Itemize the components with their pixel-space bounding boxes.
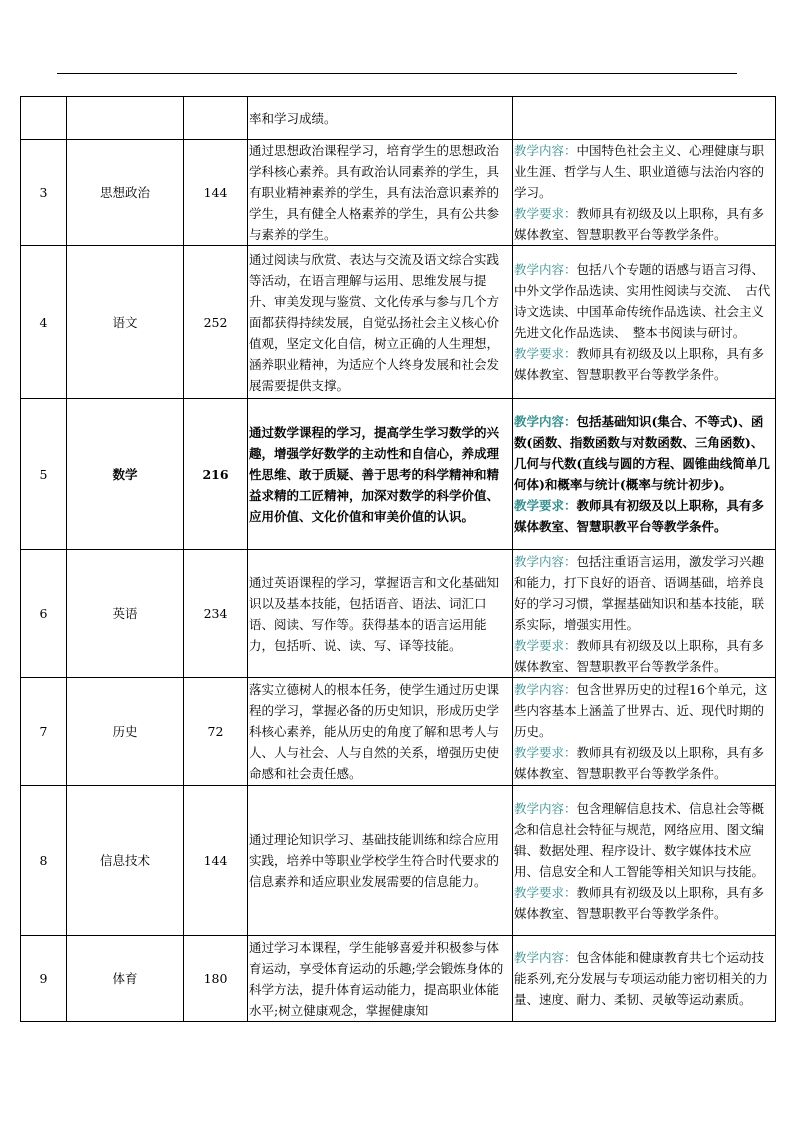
table-row <box>21 936 776 1022</box>
course-content <box>513 246 776 399</box>
course-content <box>513 550 776 678</box>
course-number: 4 <box>21 246 67 399</box>
course-goal <box>248 786 513 936</box>
requirement-paragraph <box>513 882 775 924</box>
goal-text: 通过理论知识学习、基础技能训练和综合应用实践，培养中等职业学校学生符合时代要求的信息素养和适应职业发展需要的信息能力。 <box>249 832 500 889</box>
content-label: 教学内容： <box>514 682 577 697</box>
requirement-paragraph <box>513 203 775 245</box>
course-number: 9 <box>21 936 67 1022</box>
content-label: 教学内容： <box>514 262 577 277</box>
content-label: 教学内容： <box>514 950 577 965</box>
requirement-text: 教师具有初级及以上职称，具有多媒体教室、智慧职教平台等教学条件。 <box>514 884 765 921</box>
course-name: 历史 <box>67 678 184 786</box>
course-name: 体育 <box>67 936 184 1022</box>
goal-text: 通过学习本课程，学生能够喜爱并积极参与体育运动，享受体育运动的乐趣;学会锻炼身体的科学方法，提升体育运动能力，提高职业体能水平;树立健康观念，掌握健康知 <box>249 939 504 1018</box>
course-number: 6 <box>21 550 67 678</box>
content-paragraph <box>513 947 775 1010</box>
course-hours: 216 <box>184 399 248 550</box>
content-text: 包含体能和健康教育共七个运动技能系列,充分发展与专项运动能力密切相关的力量、速度、耐力、柔韧、灵敏等运动素质。 <box>514 950 768 1007</box>
course-hours: 234 <box>184 550 248 678</box>
goal-text: 通过英语课程的学习，掌握语言和文化基础知识以及基本技能，包括语音、语法、词汇口语、阅读、写作等。获得基本的语言运用能力，包括听、说、读、写、译等技能。 <box>249 574 500 653</box>
goal-text: 通过阅读与欣赏、表达与交流及语文综合实践等活动，在语言理解与运用、思维发展与提升、审美发现与鉴赏、文化传承与参与几个方面都获得持续发展，自觉弘扬社会主义核心价值观，坚定文化自信，树立正确的人生理想，涵养职业精神，为适应个人终身发展和社会发展需要提供支撑。 <box>249 251 500 393</box>
table-row <box>21 678 776 786</box>
course-goal <box>248 140 513 246</box>
requirement-label: 教学要求： <box>514 498 577 513</box>
requirement-paragraph <box>513 495 775 537</box>
course-name: 信息技术 <box>67 786 184 936</box>
requirement-text: 教师具有初级及以上职称，具有多媒体教室、智慧职教平台等教学条件。 <box>514 745 765 781</box>
goal-text: 率和学习成绩。 <box>249 110 337 126</box>
requirement-label: 教学要求： <box>514 637 577 653</box>
course-content <box>513 140 776 246</box>
course-number: 5 <box>21 399 67 550</box>
content-text: 包含世界历史的过程16个单元，这些内容基本上涵盖了世界古、近、现代时期的历史。 <box>514 682 768 739</box>
content-paragraph <box>513 259 775 343</box>
course-hours: 252 <box>184 246 248 399</box>
content-paragraph <box>513 411 775 495</box>
course-name <box>67 97 184 140</box>
course-content <box>513 97 776 140</box>
course-hours: 144 <box>184 140 248 246</box>
content-label: 教学内容： <box>514 143 577 158</box>
course-name: 语文 <box>67 246 184 399</box>
course-number <box>21 97 67 140</box>
requirement-label: 教学要求： <box>514 745 577 760</box>
course-name: 数学 <box>67 399 184 550</box>
goal-text: 通过数学课程的学习，提高学生学习数学的兴趣，增强学好数学的主动性和自信心，养成理性思维、敢于质疑、善于思考的科学精神和精益求精的工匠精神，加深对数学的科学价值、应用价值、文化价值和审美价值的认识。 <box>249 424 500 524</box>
course-hours: 180 <box>184 936 248 1022</box>
content-label: 教学内容： <box>514 553 577 569</box>
course-goal <box>248 97 513 140</box>
content-label: 教学内容： <box>514 800 577 816</box>
course-content <box>513 786 776 936</box>
content-text: 包括八个专题的语感与语言习得、 中外文学作品选读、实用性阅读与交流、 古代诗文选读、中国革命传统作品选读、社会主义先进文化作品选读、 整本书阅读与研讨。 <box>514 262 771 340</box>
course-content <box>513 936 776 1022</box>
course-goal <box>248 399 513 550</box>
table-row <box>21 550 776 678</box>
content-label: 教学内容： <box>514 414 577 429</box>
goal-text: 通过思想政治课程学习，培育学生的思想政治学科核心素养。具有政治认同素养的学生，具有职业精神素养的学生，具有法治意识素养的学生，具有健全人格素养的学生，具有公共参与素养的学生。 <box>249 143 500 242</box>
requirement-text: 教师具有初级及以上职称，具有多媒体教室、智慧职教平台等教学条件。 <box>514 206 765 242</box>
course-content <box>513 678 776 786</box>
requirement-text: 教师具有初级及以上职称，具有多媒体教室、智慧职教平台等教学条件。 <box>514 637 765 674</box>
content-paragraph <box>513 140 775 203</box>
requirement-paragraph <box>513 343 775 385</box>
course-goal <box>248 936 513 1022</box>
requirement-label: 教学要求： <box>514 206 577 221</box>
content-text: 包括基础知识(集合、不等式)、函数(函数、指数函数与对数函数、三角函数)、几何与代数(直线与圆的方程、圆锥曲线简单几何体)和概率与统计(概率与统计初步)。 <box>514 414 770 492</box>
requirement-text: 教师具有初级及以上职称，具有多媒体教室、智慧职教平台等教学条件。 <box>514 346 765 382</box>
requirement-label: 教学要求： <box>514 884 577 900</box>
table-row <box>21 140 776 246</box>
course-goal <box>248 550 513 678</box>
content-paragraph <box>513 679 775 742</box>
content-paragraph <box>513 798 775 882</box>
course-name: 思想政治 <box>67 140 184 246</box>
table-row <box>21 786 776 936</box>
course-content <box>513 399 776 550</box>
table-row <box>21 97 776 140</box>
course-hours <box>184 97 248 140</box>
course-number: 8 <box>21 786 67 936</box>
content-text: 包括注重语言运用，激发学习兴趣和能力，打下良好的语音、语调基础，培养良好的学习习惯，掌握基础知识和基本技能，联系实际，增强实用性。 <box>514 553 765 632</box>
course-hours: 144 <box>184 786 248 936</box>
table-row <box>21 246 776 399</box>
course-hours: 72 <box>184 678 248 786</box>
requirement-paragraph <box>513 635 775 677</box>
requirement-paragraph <box>513 742 775 784</box>
table-row <box>21 399 776 550</box>
content-text: 包含理解信息技术、信息社会等概念和信息社会特征与规范，网络应用、图文编辑、数据处理、程序设计、数字媒体技术应用、信息安全和人工智能等相关知识与技能。 <box>514 800 765 879</box>
course-number: 3 <box>21 140 67 246</box>
content-text: 中国特色社会主义、心理健康与职业生涯、哲学与人生、职业道德与法治内容的学习。 <box>514 143 765 200</box>
header-rule <box>57 73 737 74</box>
requirement-label: 教学要求： <box>514 346 577 361</box>
curriculum-table <box>20 96 776 1022</box>
requirement-text: 教师具有初级及以上职称，具有多媒体教室、智慧职教平台等教学条件。 <box>514 498 765 534</box>
course-goal <box>248 678 513 786</box>
course-name: 英语 <box>67 550 184 678</box>
course-number: 7 <box>21 678 67 786</box>
goal-text: 落实立德树人的根本任务，使学生通过历史课程的学习，掌握必备的历史知识，形成历史学科核心素养，能从历史的角度了解和思考人与人、人与社会、人与自然的关系，增强历史使命感和社会责任感。 <box>249 682 500 781</box>
course-goal <box>248 246 513 399</box>
content-paragraph <box>513 551 775 635</box>
